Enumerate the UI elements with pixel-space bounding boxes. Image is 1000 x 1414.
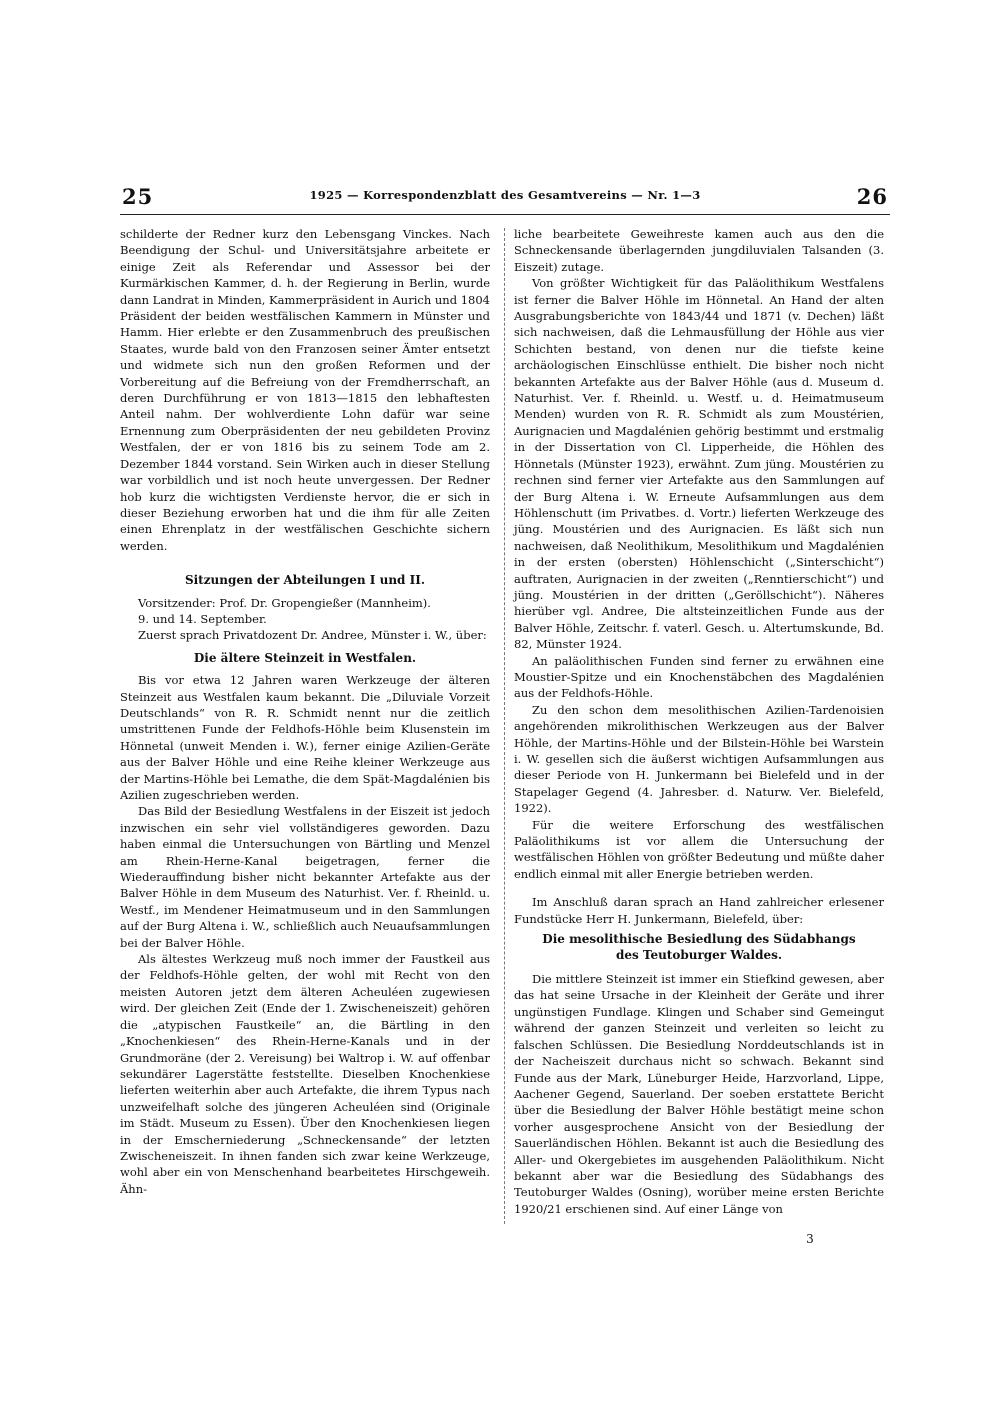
column-divider xyxy=(504,228,505,1224)
page-header xyxy=(120,184,890,215)
talk-intro: Zuerst sprach Privatdozent Dr. Andree, Münster i. W., über: xyxy=(138,628,487,643)
paragraph: Zu den schon dem mesolithischen Azilien-Tardenoisien angehörenden mikrolithischen Werkzeugen aus der Balver Höhle, der Martins-Höhle und der Bilstein-Höhle bei Warstein i. W. gesellen sich die äußerst wichtigen Aufsammlungen aus dieser Periode von H. Junkermann bei Bielefeld und in der Stapelager Gegend (4. Jahresber. d. Naturw. Ver. Bielefeld, 1922). xyxy=(514,702,884,816)
dates-line: 9. und 14. September. xyxy=(138,611,267,626)
paragraph: Die mittlere Steinzeit ist immer ein Stiefkind gewesen, aber das hat seine Ursache in der Kleinheit der Geräte und ihrer ungünstigen Fundlage. Klingen und Schaber sind Gemeingut während der ganzen Steinzeit und verleiten so leicht zu falschen Schlüssen. Die Besiedlung Norddeutschlands ist in der Nacheiszeit durchaus nicht so schwach. Bekannt sind Funde aus der Mark, Lüneburger Heide, Harzvorland, Lippe, Aachener Gegend, Sauerland. Der soeben erstattete Bericht über die Besiedlung der Balver Höhle bestätigt meine schon vorher ausgesprochene Ansicht von der Besiedlung der Sauerländischen Höhlen. Bekannt ist auch die Besiedlung des Aller- und Okergebietes im ausgehenden Paläolithikum. Nicht bekannt aber war die Besiedlung des Südabhangs des Teutoburger Waldes (Osning), worüber meine ersten Berichte 1920/21 erschienen sind. Auf einer Länge von xyxy=(514,972,884,1216)
talk-intro: Im Anschluß daran sprach an Hand zahlreicher erlesener Fundstücke Herr H. Junkermann, Bielefeld, über: xyxy=(514,895,884,926)
paragraph: Als ältestes Werkzeug muß noch immer der Faustkeil aus der Feldhofs-Höhle gelten, der wohl mit Recht von den meisten Autoren jetzt dem älteren Acheuléen zugewiesen wird. Der gleichen Zeit (Ende der 1. Zwischeneiszeit) gehören die „atypischen Faustkeile“ an, die Bärtling in den „Knochenkiesen“ des Rhein-Herne-Kanals und in der Grundmoräne (der 2. Vereisung) bei Waltrop i. W. auf offenbar sekundärer Lagerstätte feststellte. Dieselben Knochenkiese lieferten weiterhin aber auch Artefakte, die ihrem Typus nach unzweifelhaft solche des jüngeren Acheuléen sind (Originale im Städt. Museum zu Essen). Über den Knochenkiesen liegen in der Emscherniederung „Schneckensande“ der letzten Zwischeneiszeit. In ihnen fanden sich zwar keine Werkzeuge, wohl aber ein von Menschenhand bearbeitetes Hirschgeweih. Ähn- xyxy=(120,952,490,1196)
talk-title-line: Die mesolithische Besiedlung des Südabhangs xyxy=(542,932,856,947)
paragraph: schilderte der Redner kurz den Lebensgang Vinckes. Nach Beendigung der Schul- und Universitätsjahre arbeitete er einige Zeit als Referendar und Assessor bei der Kurmärkischen Kammer, d. h. der Regierung in Berlin, wurde dann Landrat in Minden, Kammerpräsident in Aurich und 1804 Präsident der beiden westfälischen Kammern in Münster und Hamm. Hier erlebte er den Zusammenbruch des preußischen Staates, wurde bald von den Franzosen seiner Ämter entsetzt und widmete sich nun den großen Reformen und der Vorbereitung auf die Befreiung von der Fremdherrschaft, an deren Durchführung er von 1813—1815 den lebhaftesten Anteil nahm. Der wohlverdiente Lohn dafür war seine Ernennung zum Oberpräsidenten der neu gebildeten Provinz Westfalen, der er von 1816 bis zu seinem Tode am 2. Dezember 1844 vorstand. Sein Wirken auch in dieser Stellung war vorbildlich und ist noch heute unvergessen. Der Redner hob kurz die wichtigsten Verdienste hervor, die er sich in dieser Beziehung erworben hat und die ihm für alle Zeiten einen Ehrenplatz in der westfälischen Geschichte sichern werden. xyxy=(120,227,490,553)
page-number-right: 26 xyxy=(856,184,888,209)
section-heading: Sitzungen der Abteilungen I und II. xyxy=(184,573,426,588)
running-title: 1925 — Korrespondenzblatt des Gesamtvereins — Nr. 1—3 xyxy=(309,188,701,202)
right-column xyxy=(514,226,884,1217)
paragraph: liche bearbeitete Geweihreste kamen auch aus den die Schneckensande überlagernden jungdiluvialen Talsanden (3. Eiszeit) zutage. xyxy=(514,227,884,274)
paragraph: Das Bild der Besiedlung Westfalens in der Eiszeit ist jedoch inzwischen ein sehr viel vollständigeres geworden. Dazu haben einmal die Untersuchungen von Bärtling und Menzel am Rhein-Herne-Kanal beigetragen, ferner die Wiederauffindung bisher nicht bekannter Artefakte aus der Balver Höhle in dem Museum des Naturhist. Ver. f. Rheinld. u. Westf., im Mendener Heimatmuseum und in den Sammlungen auf der Burg Altena i. W., schließlich auch Neuaufsammlungen bei der Balver Höhle. xyxy=(120,804,490,950)
talk-title-line: des Teutoburger Waldes. xyxy=(615,948,783,963)
signature-mark: 3 xyxy=(806,1232,814,1246)
paragraph: Für die weitere Erforschung des westfälischen Paläolithikums ist vor allem die Untersuchung der westfälischen Höhlen von größter Bedeutung und müßte daher endlich einmal mit aller Energie betrieben werden. xyxy=(514,817,884,881)
left-column xyxy=(120,226,490,1197)
talk-title: Die ältere Steinzeit in Westfalen. xyxy=(193,650,417,665)
paragraph: An paläolithischen Funden sind ferner zu erwähnen eine Moustier-Spitze und ein Knochenstäbchen des Magdalénien aus der Feldhofs-Höhle. xyxy=(514,653,884,701)
spacer xyxy=(514,882,884,894)
talk-title xyxy=(514,931,884,963)
page-number-left: 25 xyxy=(122,184,154,209)
paragraph: Von größter Wichtigkeit für das Paläolithikum Westfalens ist ferner die Balver Höhle im Hönnetal. An Hand der alten Ausgrabungsberichte von 1843/44 und 1871 (v. Dechen) läßt sich nachweisen, daß die Lehmausfüllung der Höhle aus vier Schichten bestand, von denen nur die tiefste keine archäologischen Einschlüsse enthielt. Die bisher noch nicht bekannten Artefakte aus der Balver Höhle (aus d. Museum d. Naturhist. Ver. f. Rheinld. u. Westf. u. d. Heimatmuseum Menden) wurden von R. R. Schmidt als zum Moustérien, Aurignacien und Magdalénien gehörig bestimmt und erstmalig in der Dissertation von Cl. Lipperheide, die Höhlen des Hönnetals (Münster 1923), erwähnt. Zum jüng. Moustérien zu rechnen sind ferner vier Artefakte aus den Sammlungen auf der Burg Altena i. W. Erneute Aufsammlungen aus dem Höhlenschutt (im Privatbes. d. Vortr.) lieferten Werkzeuge des jüng. Moustérien und des Aurignacien. Es läßt sich nun nachweisen, daß Neolithikum, Mesolithikum und Magdalénien in der ersten (obersten) Höhlenschicht („Sinterschicht“) auftraten, Aurignacien in der zweiten („Renntierschicht“) und jüng. Moustérien in der dritten („Geröllschicht“). Näheres hierüber vgl. Andree, Die altsteinzeitlichen Funde aus der Balver Höhle, Zeitschr. f. vaterl. Gesch. u. Altertumskunde, Bd. 82, Münster 1924. xyxy=(514,276,884,652)
paragraph: Bis vor etwa 12 Jahren waren Werkzeuge der älteren Steinzeit aus Westfalen kaum bekannt. Die „Diluviale Vorzeit Deutschlands“ von R. R. Schmidt nennt nur die zeitlich umstrittenen Funde der Feldhofs-Höhle beim Klusenstein im Hönnetal (unweit Menden i. W.), ferner einige Azilien-Geräte aus der Balver Höhle und eine Reihe kleiner Werkzeuge aus der Martins-Höhle bei Lemathe, die dem Spät-Magdalénien bis Azilien zugeschrieben werden. xyxy=(120,673,490,802)
chair-line: Vorsitzender: Prof. Dr. Gropengießer (Mannheim). xyxy=(138,595,431,610)
